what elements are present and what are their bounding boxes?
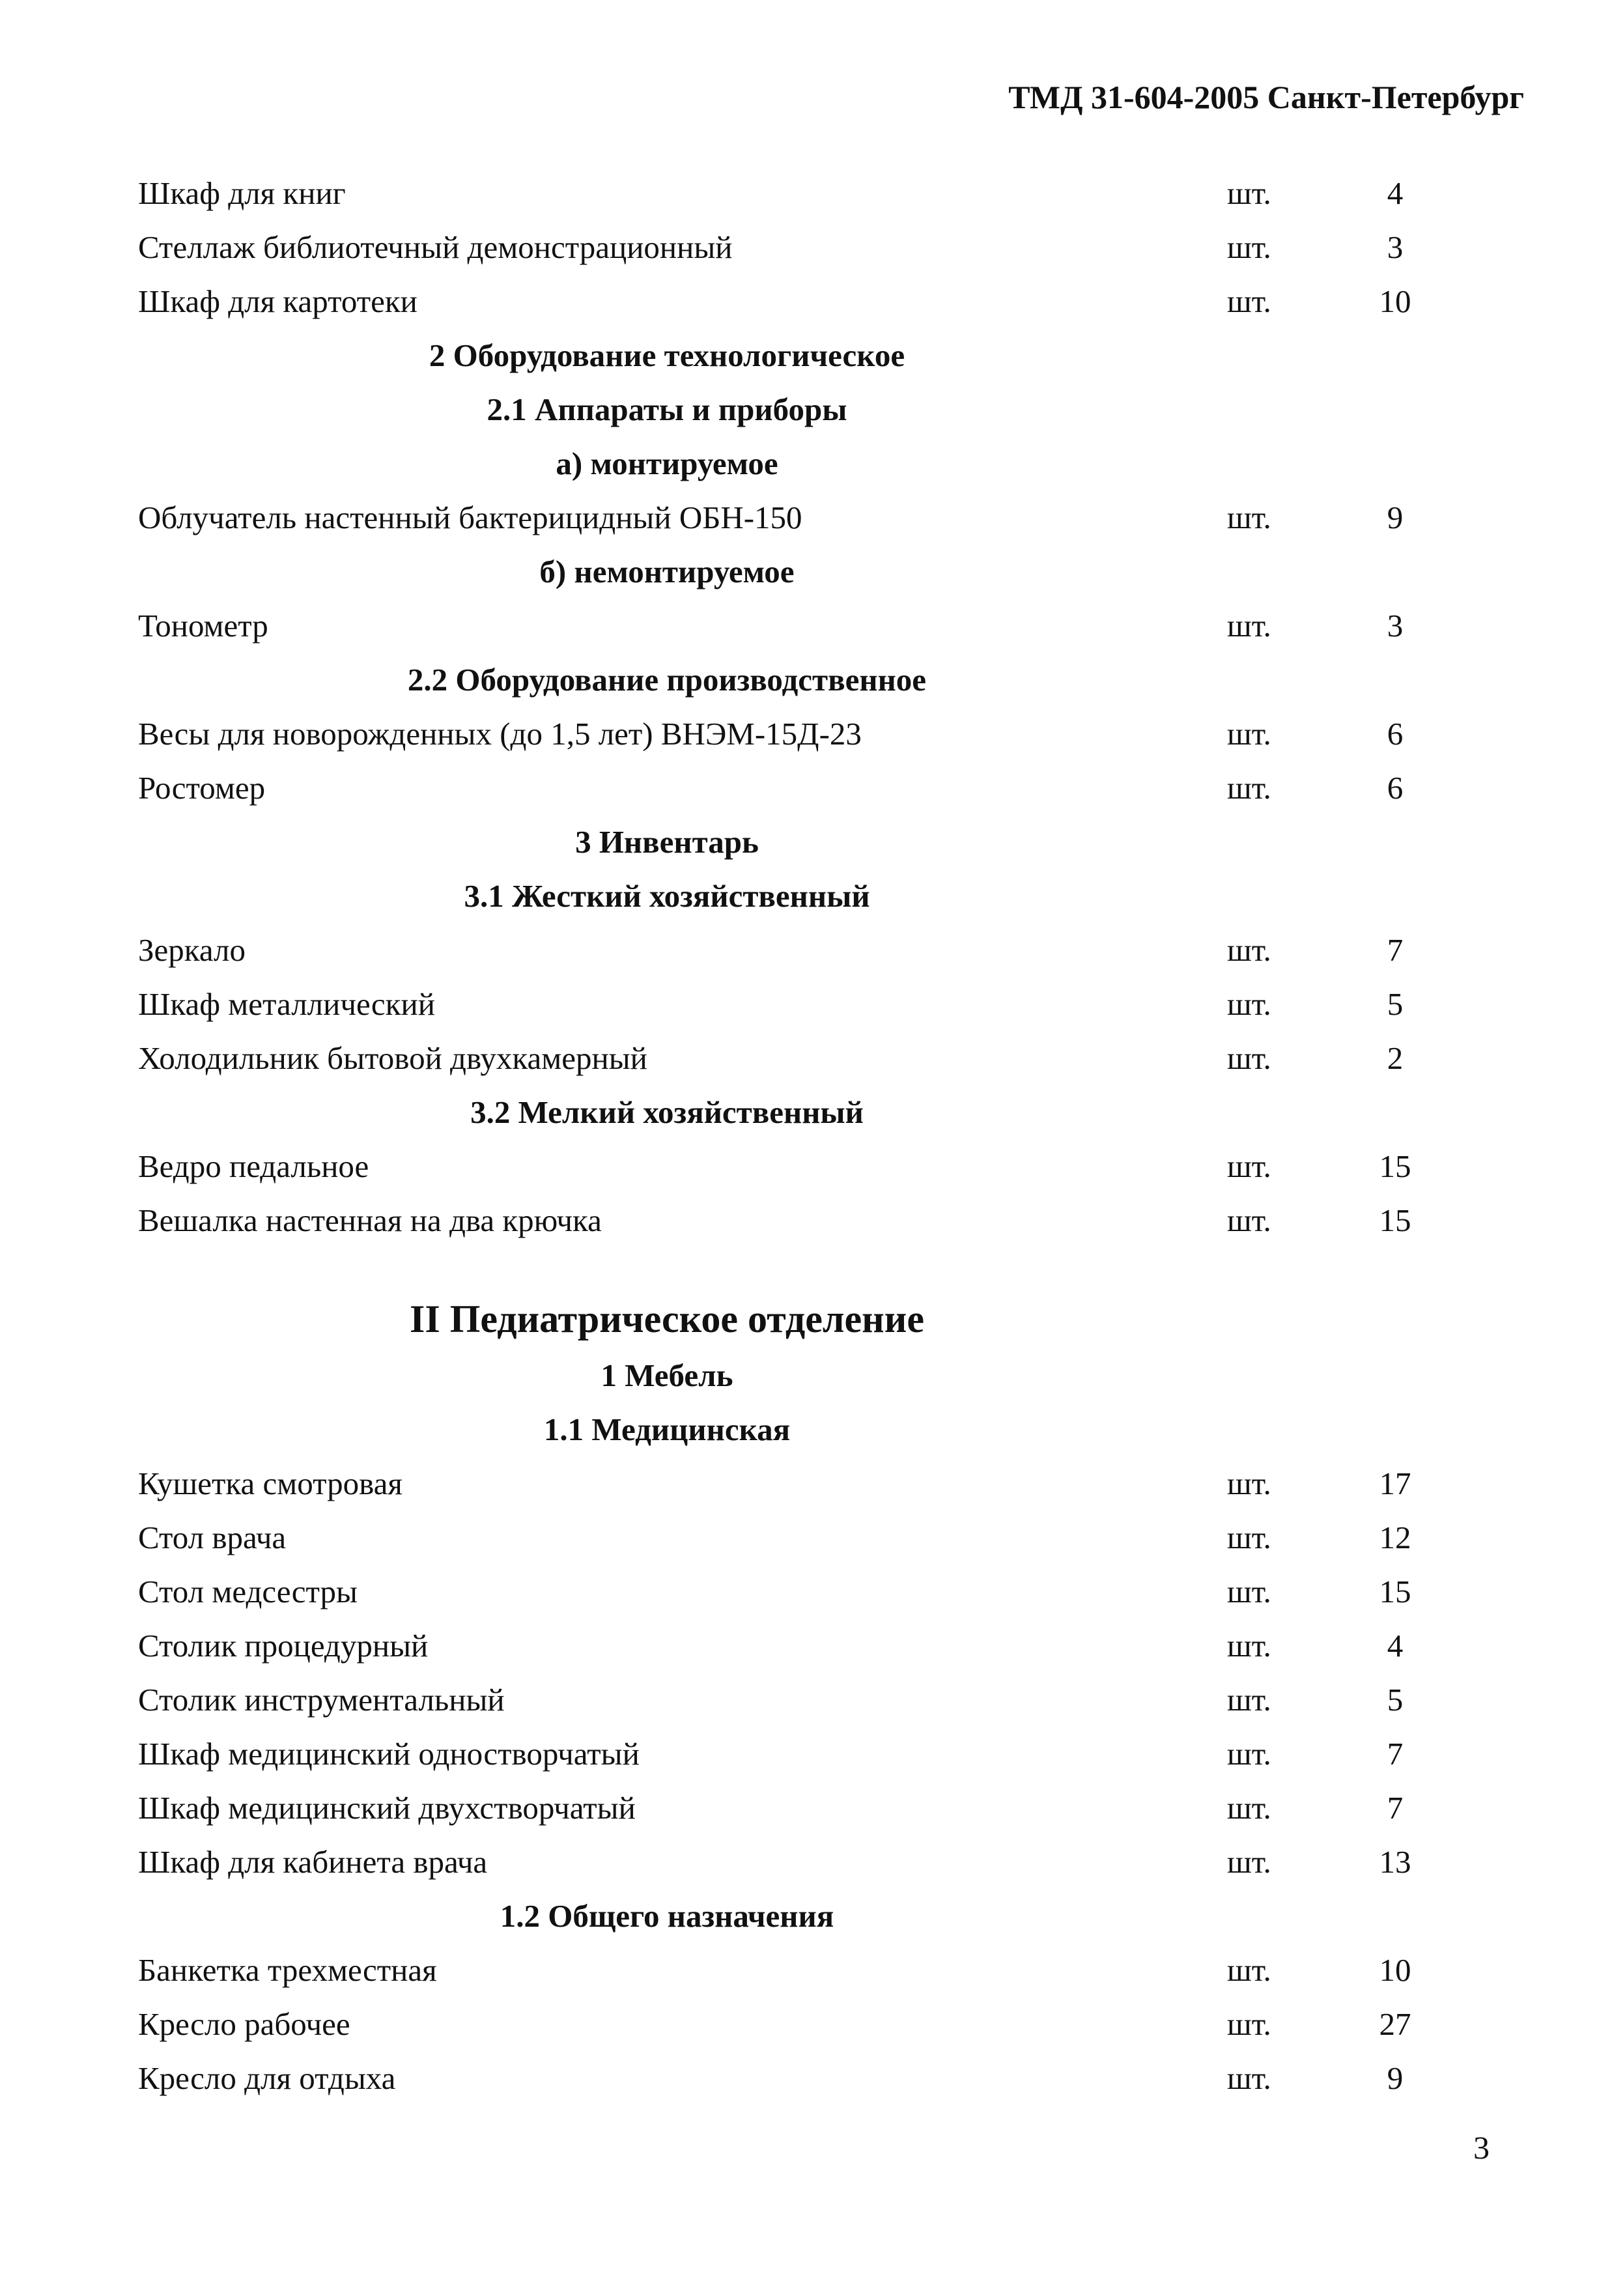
item-quantity: 5 bbox=[1387, 1682, 1404, 1718]
list-item bbox=[138, 166, 1512, 220]
list-item bbox=[138, 1781, 1512, 1835]
item-name: Ростомер bbox=[138, 770, 266, 806]
item-unit: шт. bbox=[1227, 175, 1271, 211]
list-block bbox=[138, 707, 1512, 815]
list-block bbox=[138, 1456, 1512, 1889]
list-item bbox=[138, 1619, 1512, 1673]
list-item bbox=[138, 1139, 1512, 1193]
item-name: Кушетка смотровая bbox=[138, 1466, 403, 1501]
list-item bbox=[138, 707, 1512, 761]
item-unit: шт. bbox=[1227, 2060, 1271, 2096]
item-unit: шт. bbox=[1227, 1148, 1271, 1184]
section-heading: 1 Мебель bbox=[601, 1357, 733, 1393]
item-unit: шт. bbox=[1227, 608, 1271, 644]
list-block bbox=[138, 1943, 1512, 2105]
list-item bbox=[138, 1727, 1512, 1781]
item-name: Стол медсестры bbox=[138, 1574, 358, 1609]
item-quantity: 3 bbox=[1387, 608, 1404, 644]
list-item bbox=[138, 1510, 1512, 1565]
list-item bbox=[138, 1456, 1512, 1510]
item-unit: шт. bbox=[1227, 229, 1271, 265]
list-item bbox=[138, 1673, 1512, 1727]
item-quantity: 15 bbox=[1379, 1574, 1411, 1609]
subsection-heading: а) монтируемое bbox=[556, 446, 778, 481]
item-quantity: 3 bbox=[1387, 229, 1404, 265]
item-quantity: 13 bbox=[1379, 1844, 1411, 1880]
section-heading: 3 Инвентарь bbox=[575, 824, 759, 860]
item-unit: шт. bbox=[1227, 1952, 1271, 1988]
item-quantity: 15 bbox=[1379, 1148, 1411, 1184]
item-unit: шт. bbox=[1227, 2006, 1271, 2042]
item-name: Шкаф медицинский одностворчатый bbox=[138, 1736, 640, 1772]
list-item bbox=[138, 599, 1512, 653]
list-item bbox=[138, 274, 1512, 328]
item-unit: шт. bbox=[1227, 283, 1271, 319]
list-item bbox=[138, 1031, 1512, 1085]
list-block bbox=[138, 1139, 1512, 1247]
item-quantity: 10 bbox=[1379, 283, 1411, 319]
item-quantity: 15 bbox=[1379, 1202, 1411, 1238]
list-item bbox=[138, 977, 1512, 1031]
item-quantity: 9 bbox=[1387, 500, 1404, 535]
item-name: Вешалка настенная на два крючка bbox=[138, 1202, 602, 1238]
item-name: Весы для новорожденных (до 1,5 лет) ВНЭМ-15Д-23 bbox=[138, 716, 862, 752]
document-header: ТМД 31-604-2005 Санкт-Петербург bbox=[1008, 79, 1524, 115]
item-unit: шт. bbox=[1227, 1202, 1271, 1238]
list-block bbox=[138, 166, 1512, 328]
list-item bbox=[138, 1943, 1512, 1997]
item-name: Кресло рабочее bbox=[138, 2006, 350, 2042]
subsection-heading: 2.1 Аппараты и приборы bbox=[487, 391, 847, 427]
list-block bbox=[138, 490, 1512, 545]
item-quantity: 7 bbox=[1387, 1736, 1404, 1772]
item-quantity: 12 bbox=[1379, 1520, 1411, 1555]
item-name: Столик инструментальный bbox=[138, 1682, 505, 1718]
item-quantity: 17 bbox=[1379, 1466, 1411, 1501]
item-quantity: 9 bbox=[1387, 2060, 1404, 2096]
item-quantity: 4 bbox=[1387, 175, 1404, 211]
subsection-heading: 3.2 Мелкий хозяйственный bbox=[470, 1094, 864, 1130]
item-name: Холодильник бытовой двухкамерный bbox=[138, 1040, 647, 1076]
list-block bbox=[138, 923, 1512, 1085]
list-item bbox=[138, 923, 1512, 977]
item-name: Банкетка трехместная bbox=[138, 1952, 437, 1988]
item-name: Тонометр bbox=[138, 608, 268, 644]
item-unit: шт. bbox=[1227, 986, 1271, 1022]
item-unit: шт. bbox=[1227, 1040, 1271, 1076]
item-name: Облучатель настенный бактерицидный ОБН-150 bbox=[138, 500, 802, 535]
document-body bbox=[138, 166, 1512, 2105]
list-item bbox=[138, 220, 1512, 274]
item-unit: шт. bbox=[1227, 1844, 1271, 1880]
list-item bbox=[138, 1997, 1512, 2051]
item-unit: шт. bbox=[1227, 932, 1271, 968]
item-unit: шт. bbox=[1227, 770, 1271, 806]
item-name: Столик процедурный bbox=[138, 1628, 429, 1664]
item-quantity: 5 bbox=[1387, 986, 1404, 1022]
list-item bbox=[138, 1193, 1512, 1247]
item-quantity: 27 bbox=[1379, 2006, 1411, 2042]
list-item bbox=[138, 2051, 1512, 2105]
section-heading: 2 Оборудование технологическое bbox=[429, 337, 905, 373]
item-quantity: 6 bbox=[1387, 770, 1404, 806]
item-name: Кресло для отдыха bbox=[138, 2060, 396, 2096]
item-unit: шт. bbox=[1227, 500, 1271, 535]
item-unit: шт. bbox=[1227, 1466, 1271, 1501]
item-unit: шт. bbox=[1227, 1790, 1271, 1826]
item-unit: шт. bbox=[1227, 1520, 1271, 1555]
subsection-heading: 2.2 Оборудование производственное bbox=[407, 662, 927, 698]
department-title: II Педиатрическое отделение bbox=[410, 1297, 924, 1340]
item-quantity: 7 bbox=[1387, 1790, 1404, 1826]
item-unit: шт. bbox=[1227, 1628, 1271, 1664]
item-unit: шт. bbox=[1227, 1736, 1271, 1772]
page-number: 3 bbox=[1473, 2129, 1490, 2166]
list-item bbox=[138, 1565, 1512, 1619]
item-quantity: 6 bbox=[1387, 716, 1404, 752]
list-item bbox=[138, 761, 1512, 815]
item-name: Шкаф металлический bbox=[138, 986, 435, 1022]
item-name: Стол врача bbox=[138, 1520, 287, 1555]
subsection-heading: 1.2 Общего назначения bbox=[500, 1898, 834, 1934]
item-quantity: 4 bbox=[1387, 1628, 1404, 1664]
item-name: Зеркало bbox=[138, 932, 246, 968]
list-item bbox=[138, 490, 1512, 545]
item-unit: шт. bbox=[1227, 1574, 1271, 1609]
subsection-heading: б) немонтируемое bbox=[539, 554, 795, 589]
subsection-heading: 3.1 Жесткий хозяйственный bbox=[464, 878, 870, 914]
item-quantity: 2 bbox=[1387, 1040, 1404, 1076]
item-name: Шкаф для картотеки bbox=[138, 283, 417, 319]
item-unit: шт. bbox=[1227, 716, 1271, 752]
item-unit: шт. bbox=[1227, 1682, 1271, 1718]
item-name: Шкаф для кабинета врача bbox=[138, 1844, 488, 1880]
item-quantity: 10 bbox=[1379, 1952, 1411, 1988]
item-name: Ведро педальное bbox=[138, 1148, 369, 1184]
item-name: Стеллаж библиотечный демонстрационный bbox=[138, 229, 733, 265]
item-quantity: 7 bbox=[1387, 932, 1404, 968]
list-block bbox=[138, 599, 1512, 653]
item-name: Шкаф медицинский двухстворчатый bbox=[138, 1790, 636, 1826]
item-name: Шкаф для книг bbox=[138, 175, 346, 211]
subsection-heading: 1.1 Медицинская bbox=[543, 1411, 791, 1447]
list-item bbox=[138, 1835, 1512, 1889]
